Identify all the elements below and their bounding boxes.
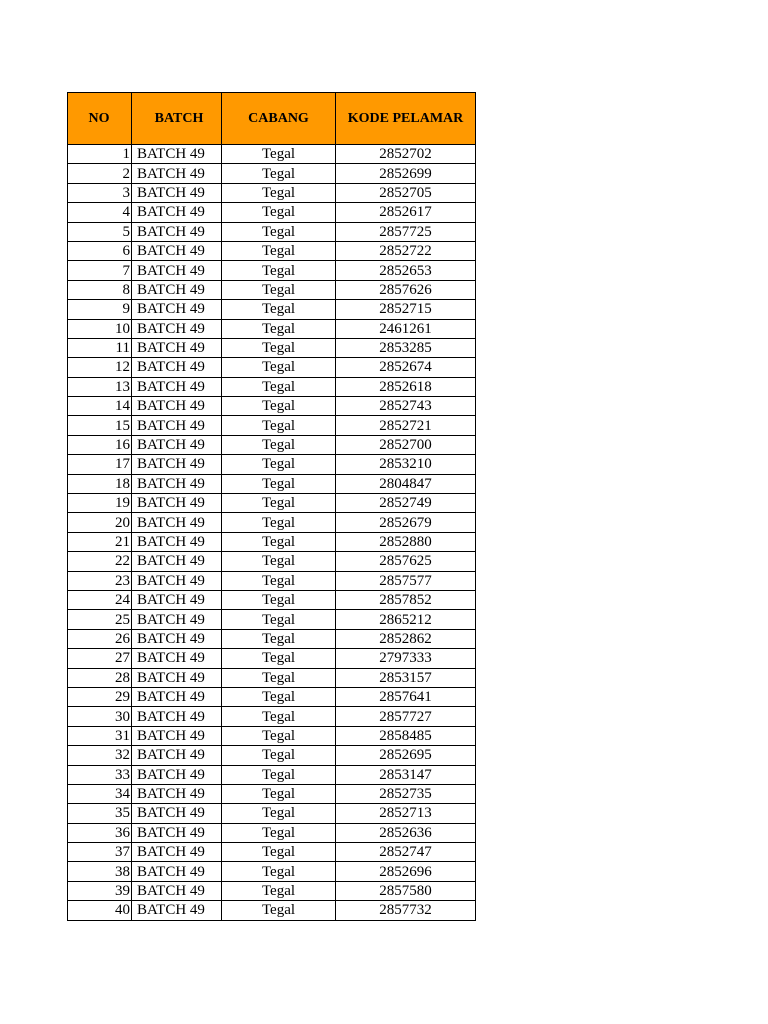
cell-batch: BATCH 49 [132, 571, 222, 590]
cell-no: 8 [68, 280, 132, 299]
cell-kode-pelamar: 2852700 [336, 435, 476, 454]
cell-no: 26 [68, 629, 132, 648]
cell-no: 22 [68, 552, 132, 571]
cell-batch: BATCH 49 [132, 746, 222, 765]
cell-no: 14 [68, 397, 132, 416]
cell-no: 13 [68, 377, 132, 396]
cell-kode-pelamar: 2852695 [336, 746, 476, 765]
cell-kode-pelamar: 2852880 [336, 532, 476, 551]
cell-batch: BATCH 49 [132, 145, 222, 164]
cell-batch: BATCH 49 [132, 358, 222, 377]
cell-cabang: Tegal [222, 552, 336, 571]
cell-batch: BATCH 49 [132, 552, 222, 571]
cell-batch: BATCH 49 [132, 629, 222, 648]
cell-no: 19 [68, 494, 132, 513]
cell-no: 17 [68, 455, 132, 474]
table-row [68, 765, 476, 784]
cell-kode-pelamar: 2865212 [336, 610, 476, 629]
table-row [68, 881, 476, 900]
cell-kode-pelamar: 2852679 [336, 513, 476, 532]
cell-batch: BATCH 49 [132, 416, 222, 435]
table-row [68, 319, 476, 338]
cell-cabang: Tegal [222, 901, 336, 920]
cell-batch: BATCH 49 [132, 649, 222, 668]
cell-cabang: Tegal [222, 416, 336, 435]
cell-kode-pelamar: 2857852 [336, 590, 476, 609]
cell-kode-pelamar: 2853285 [336, 338, 476, 357]
cell-cabang: Tegal [222, 513, 336, 532]
table-row [68, 377, 476, 396]
cell-cabang: Tegal [222, 222, 336, 241]
cell-cabang: Tegal [222, 668, 336, 687]
cell-no: 2 [68, 164, 132, 183]
cell-cabang: Tegal [222, 474, 336, 493]
table-row [68, 687, 476, 706]
table-row [68, 203, 476, 222]
cell-no: 20 [68, 513, 132, 532]
cell-no: 21 [68, 532, 132, 551]
cell-cabang: Tegal [222, 571, 336, 590]
cell-no: 3 [68, 183, 132, 202]
cell-kode-pelamar: 2797333 [336, 649, 476, 668]
cell-batch: BATCH 49 [132, 823, 222, 842]
cell-cabang: Tegal [222, 203, 336, 222]
table-row [68, 300, 476, 319]
cell-cabang: Tegal [222, 746, 336, 765]
cell-cabang: Tegal [222, 183, 336, 202]
cell-no: 40 [68, 901, 132, 920]
cell-batch: BATCH 49 [132, 164, 222, 183]
table-row [68, 358, 476, 377]
cell-no: 9 [68, 300, 132, 319]
cell-batch: BATCH 49 [132, 474, 222, 493]
cell-no: 4 [68, 203, 132, 222]
cell-cabang: Tegal [222, 241, 336, 260]
cell-no: 16 [68, 435, 132, 454]
cell-batch: BATCH 49 [132, 377, 222, 396]
cell-cabang: Tegal [222, 765, 336, 784]
cell-batch: BATCH 49 [132, 532, 222, 551]
cell-batch: BATCH 49 [132, 687, 222, 706]
cell-cabang: Tegal [222, 435, 336, 454]
cell-cabang: Tegal [222, 377, 336, 396]
cell-batch: BATCH 49 [132, 261, 222, 280]
table-row [68, 746, 476, 765]
cell-no: 31 [68, 726, 132, 745]
cell-batch: BATCH 49 [132, 435, 222, 454]
cell-batch: BATCH 49 [132, 668, 222, 687]
cell-no: 37 [68, 843, 132, 862]
cell-kode-pelamar: 2857641 [336, 687, 476, 706]
table-row [68, 843, 476, 862]
table-row [68, 571, 476, 590]
cell-batch: BATCH 49 [132, 455, 222, 474]
cell-batch: BATCH 49 [132, 862, 222, 881]
cell-cabang: Tegal [222, 784, 336, 803]
column-header-cabang: CABANG [222, 93, 336, 145]
cell-kode-pelamar: 2852715 [336, 300, 476, 319]
cell-no: 30 [68, 707, 132, 726]
cell-no: 33 [68, 765, 132, 784]
cell-batch: BATCH 49 [132, 183, 222, 202]
cell-no: 25 [68, 610, 132, 629]
table-row [68, 707, 476, 726]
cell-cabang: Tegal [222, 862, 336, 881]
table-row [68, 261, 476, 280]
cell-no: 12 [68, 358, 132, 377]
cell-cabang: Tegal [222, 532, 336, 551]
cell-no: 27 [68, 649, 132, 668]
cell-no: 6 [68, 241, 132, 260]
cell-kode-pelamar: 2852702 [336, 145, 476, 164]
cell-no: 18 [68, 474, 132, 493]
cell-cabang: Tegal [222, 300, 336, 319]
table-row [68, 241, 476, 260]
cell-kode-pelamar: 2858485 [336, 726, 476, 745]
cell-cabang: Tegal [222, 649, 336, 668]
cell-cabang: Tegal [222, 881, 336, 900]
cell-kode-pelamar: 2853210 [336, 455, 476, 474]
cell-batch: BATCH 49 [132, 397, 222, 416]
cell-batch: BATCH 49 [132, 765, 222, 784]
cell-no: 1 [68, 145, 132, 164]
cell-kode-pelamar: 2857732 [336, 901, 476, 920]
cell-no: 5 [68, 222, 132, 241]
cell-cabang: Tegal [222, 610, 336, 629]
cell-kode-pelamar: 2852721 [336, 416, 476, 435]
cell-cabang: Tegal [222, 629, 336, 648]
table-row [68, 726, 476, 745]
cell-kode-pelamar: 2852674 [336, 358, 476, 377]
table-row [68, 416, 476, 435]
cell-batch: BATCH 49 [132, 300, 222, 319]
cell-cabang: Tegal [222, 358, 336, 377]
cell-no: 28 [68, 668, 132, 687]
table-row [68, 901, 476, 920]
table-row [68, 164, 476, 183]
applicant-table [67, 92, 476, 921]
cell-cabang: Tegal [222, 397, 336, 416]
cell-kode-pelamar: 2852749 [336, 494, 476, 513]
cell-no: 29 [68, 687, 132, 706]
cell-kode-pelamar: 2852735 [336, 784, 476, 803]
cell-batch: BATCH 49 [132, 707, 222, 726]
cell-cabang: Tegal [222, 280, 336, 299]
column-header-kode-pelamar: KODE PELAMAR [336, 93, 476, 145]
cell-cabang: Tegal [222, 261, 336, 280]
cell-kode-pelamar: 2857577 [336, 571, 476, 590]
cell-no: 10 [68, 319, 132, 338]
table-row [68, 513, 476, 532]
cell-kode-pelamar: 2852617 [336, 203, 476, 222]
cell-batch: BATCH 49 [132, 804, 222, 823]
cell-cabang: Tegal [222, 319, 336, 338]
cell-batch: BATCH 49 [132, 203, 222, 222]
cell-kode-pelamar: 2852618 [336, 377, 476, 396]
table-row [68, 552, 476, 571]
cell-no: 15 [68, 416, 132, 435]
cell-batch: BATCH 49 [132, 901, 222, 920]
cell-kode-pelamar: 2852747 [336, 843, 476, 862]
table-header-row [68, 93, 476, 145]
table-row [68, 280, 476, 299]
cell-batch: BATCH 49 [132, 513, 222, 532]
cell-batch: BATCH 49 [132, 280, 222, 299]
cell-batch: BATCH 49 [132, 222, 222, 241]
cell-batch: BATCH 49 [132, 319, 222, 338]
table-row [68, 590, 476, 609]
cell-kode-pelamar: 2857727 [336, 707, 476, 726]
cell-kode-pelamar: 2857625 [336, 552, 476, 571]
table-row [68, 629, 476, 648]
table-row [68, 784, 476, 803]
cell-batch: BATCH 49 [132, 843, 222, 862]
cell-kode-pelamar: 2852705 [336, 183, 476, 202]
cell-no: 36 [68, 823, 132, 842]
cell-kode-pelamar: 2857725 [336, 222, 476, 241]
cell-no: 24 [68, 590, 132, 609]
cell-kode-pelamar: 2852743 [336, 397, 476, 416]
cell-cabang: Tegal [222, 145, 336, 164]
cell-cabang: Tegal [222, 823, 336, 842]
cell-no: 32 [68, 746, 132, 765]
cell-no: 23 [68, 571, 132, 590]
cell-cabang: Tegal [222, 590, 336, 609]
table-row [68, 145, 476, 164]
table-row [68, 823, 476, 842]
cell-no: 11 [68, 338, 132, 357]
column-header-batch: BATCH [132, 93, 222, 145]
table-row [68, 474, 476, 493]
cell-cabang: Tegal [222, 804, 336, 823]
cell-batch: BATCH 49 [132, 784, 222, 803]
cell-kode-pelamar: 2853157 [336, 668, 476, 687]
table-row [68, 222, 476, 241]
column-header-no: NO [68, 93, 132, 145]
cell-batch: BATCH 49 [132, 241, 222, 260]
cell-kode-pelamar: 2852653 [336, 261, 476, 280]
cell-batch: BATCH 49 [132, 726, 222, 745]
table-row [68, 649, 476, 668]
table-row [68, 862, 476, 881]
table-row [68, 494, 476, 513]
cell-cabang: Tegal [222, 687, 336, 706]
cell-no: 35 [68, 804, 132, 823]
table-row [68, 455, 476, 474]
cell-kode-pelamar: 2857580 [336, 881, 476, 900]
cell-batch: BATCH 49 [132, 590, 222, 609]
cell-no: 39 [68, 881, 132, 900]
cell-no: 38 [68, 862, 132, 881]
cell-kode-pelamar: 2804847 [336, 474, 476, 493]
cell-cabang: Tegal [222, 843, 336, 862]
cell-batch: BATCH 49 [132, 610, 222, 629]
cell-cabang: Tegal [222, 164, 336, 183]
table-row [68, 804, 476, 823]
cell-kode-pelamar: 2857626 [336, 280, 476, 299]
cell-cabang: Tegal [222, 726, 336, 745]
cell-cabang: Tegal [222, 707, 336, 726]
cell-cabang: Tegal [222, 455, 336, 474]
table-row [68, 435, 476, 454]
cell-kode-pelamar: 2852696 [336, 862, 476, 881]
table-row [68, 338, 476, 357]
table-row [68, 532, 476, 551]
cell-cabang: Tegal [222, 338, 336, 357]
cell-batch: BATCH 49 [132, 338, 222, 357]
cell-kode-pelamar: 2853147 [336, 765, 476, 784]
table-row [68, 183, 476, 202]
cell-kode-pelamar: 2852699 [336, 164, 476, 183]
cell-cabang: Tegal [222, 494, 336, 513]
cell-kode-pelamar: 2852722 [336, 241, 476, 260]
table-row [68, 668, 476, 687]
cell-no: 7 [68, 261, 132, 280]
cell-kode-pelamar: 2852862 [336, 629, 476, 648]
cell-no: 34 [68, 784, 132, 803]
cell-kode-pelamar: 2461261 [336, 319, 476, 338]
cell-batch: BATCH 49 [132, 881, 222, 900]
cell-kode-pelamar: 2852713 [336, 804, 476, 823]
cell-batch: BATCH 49 [132, 494, 222, 513]
table-row [68, 397, 476, 416]
table-row [68, 610, 476, 629]
cell-kode-pelamar: 2852636 [336, 823, 476, 842]
